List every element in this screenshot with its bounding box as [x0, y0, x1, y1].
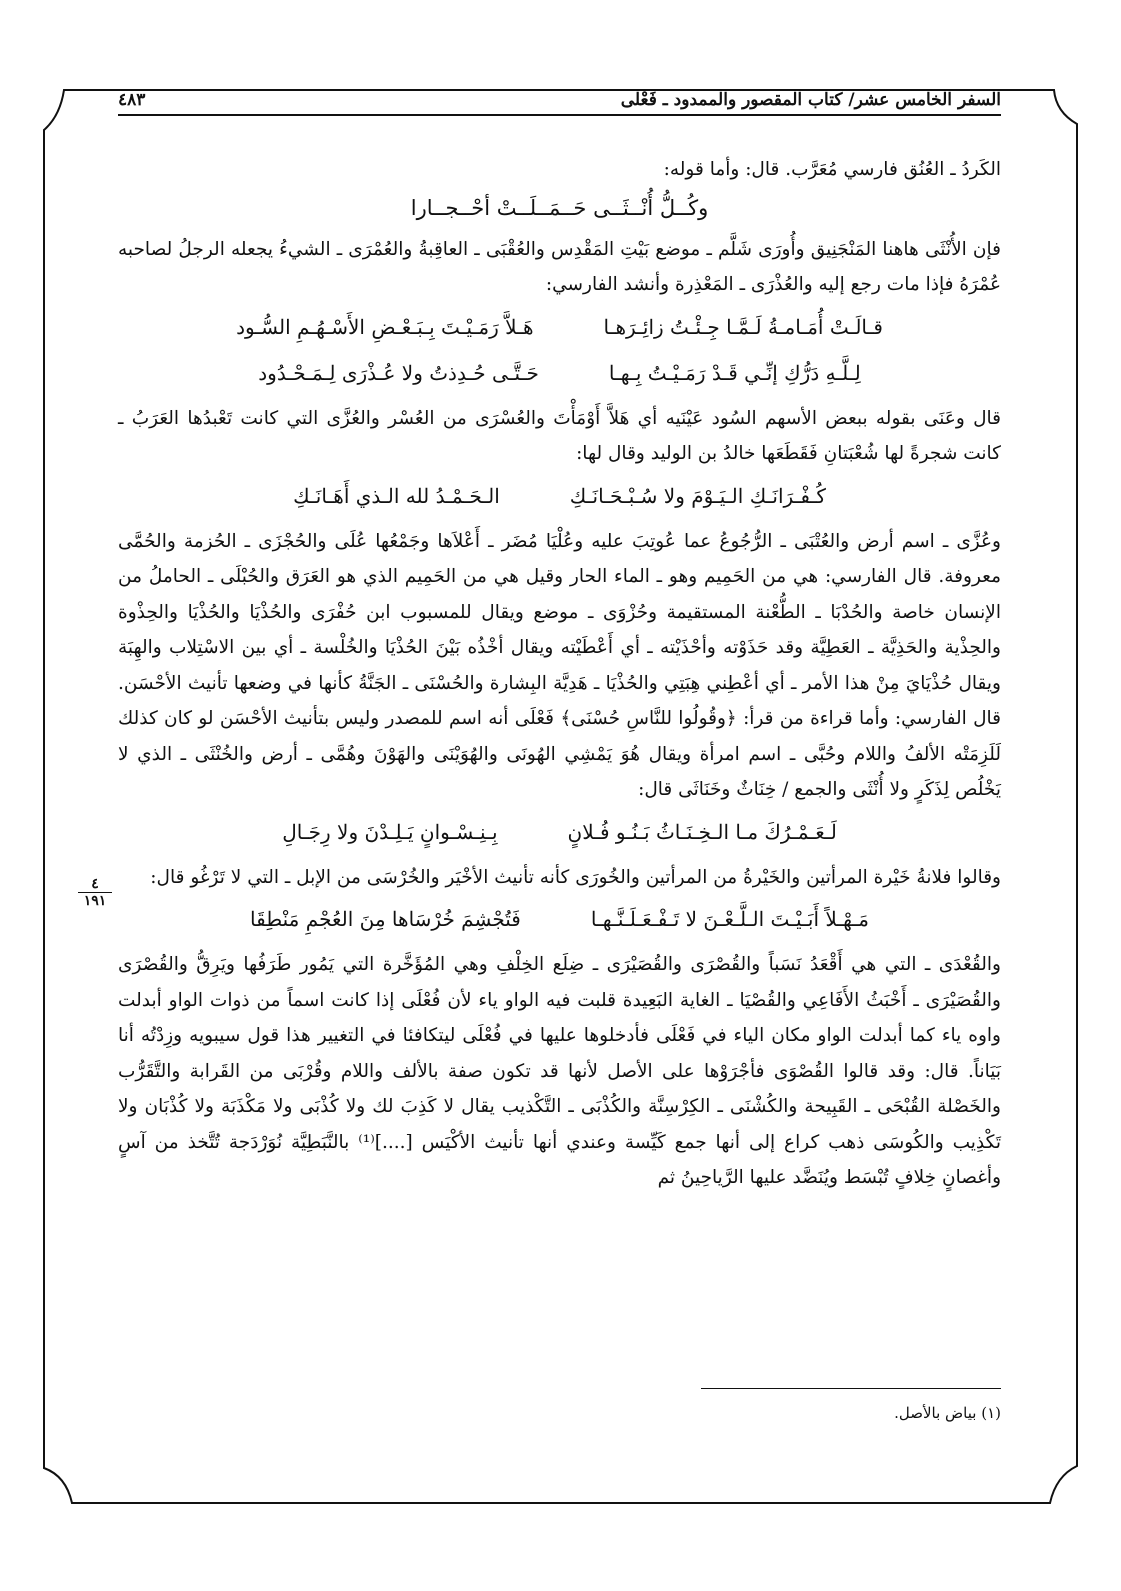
margin-page-reference — [78, 876, 112, 909]
verse-line: وكُــلُّ أُنْــثَــى حَــمَــلَــتْ أحْــجــارا — [410, 195, 709, 220]
paragraph: قال وعَنَى بقوله ببعض الأسهم السُود عَيْنَيه أي هَلاَّ أَوْمَأْتَ والعُسْرَى من العُسْر والعُزَّى التي كانت تَعْبدُها العَرَبُ ـ كانت شجرةً لها شُعْبَتانِ فَقَطَعَها خالدُ بن الوليد وقال لها: — [118, 407, 1001, 464]
margin-ref-bottom: ١٩١ — [83, 893, 107, 909]
footnote-divider — [701, 1388, 1001, 1389]
main-text — [118, 152, 1001, 1202]
couplet-second-hemistich: هَـلاَّ رَمَـيْـتَ بِـبَـعْـضِ الأَسْـهُـمِ السُّـود — [236, 314, 534, 339]
paragraph: الكَردُ ـ العُنُق فارسي مُعَرَّب. قال: وأما قوله: — [663, 159, 1001, 180]
couplet-first-hemistich: لِـلَّـهِ دَرُّكِ إنِّـي قَـدْ رَمَـيْـتُ بِـهـا — [608, 360, 861, 385]
header-title: السفر الخامس عشر/ كتاب المقصور والممدود ـ فَعْلى — [620, 90, 1001, 110]
page-number: ٤٨٣ — [118, 90, 146, 110]
poetry-couplet — [118, 814, 1001, 850]
couplet-second-hemistich: الـحَـمْـدُ لله الـذي أَهَـانَـكِ — [293, 483, 500, 508]
couplet-first-hemistich: قـالَـتْ أُمَـامـةُ لَـمَّـا جِـئْـتُ زائِـرَهـا — [603, 314, 883, 339]
couplet-second-hemistich: بِـنِـسْـوانٍ يَـلِـدْنَ ولا رِجَـالِ — [282, 819, 498, 844]
paragraph: فإن الأُنْثَى هاهنا المَنْجَنِيق وأُورَى شَلَّم ـ موضع بَيْتِ المَقْدِس والعُقْبَى ـ العاقِبةُ والعُمْرَى ـ الشيءُ يجعله الرجلُ لصاحبه عُمْرَهُ فإذا مات رجع إليه والعُذْرَى ـ المَعْذِرة وأنشد الفارسي: — [118, 238, 1001, 295]
couplet-first-hemistich: لَـعَـمْـرُكَ مـا الـخِـنَـاثُ بَـنُـو فُـلانٍ — [567, 819, 837, 844]
poetry-couplet — [118, 309, 1001, 345]
poetry-couplet — [118, 355, 1001, 391]
paragraph: والقُعْدَى ـ التي هي أَقْعَدُ نَسَباً والقُصْرَى والقُصَيْرَى ـ ضِلَع الخِلْفِ وهي المُؤَخَّرة التي يَمُور طَرَفُها ويَرِقُّ والقُصْرَى والقُصَيْرَى ـ أَخْبَثُ الأَفَاعِي والقُصْيَا ـ الغاية البَعِيدة قلبت فيه الواو ياء لأن فُعْلَى إذا كانت اسماً من ذوات الواو أبدلت واوه ياء كما أبدلت الواو مكان الياء في فَعْلَى فأدخلوها عليها في فُعْلَى ليتكافئا في التغيير هذا قول سيبويه وزِدْتُه أنا بَيَاناً. قال: وقد قالوا القُصْوَى فأجْرَوْها على الأصل لأنها قد تكون صفة بالألف واللام وقُرْبَى من القَرابة والتَّقَرُّب والخَصْلة القُبْحَى ـ القَبِيحة والكُشْنَى ـ الكِرْسِنَّة والكُذْبَى ـ التَّكْذيب يقال لا كَذِبَ لك ولا كُذْبَى ولا مَكْذَبَة ولا كُذْبَان ولا تَكْذِيب والكُوسَى ذهب كراع إلى أنها جمع كَيِّسة وعندي أنها تأنيث الأكْيَس [....]⁽¹⁾ بالنَّبَطِيَّة نُوَرْدَجة تُتَّخذ من آسٍ وأغصانٍ خِلافٍ تُبْسَط ويُنَضَّد عليها الرَّياحِينُ ثم — [118, 954, 1001, 1188]
running-header — [118, 86, 1001, 116]
margin-ref-top: ٤ — [78, 876, 112, 893]
couplet-second-hemistich: فَتُجْشِمَ خُرْسَاها مِنَ العُجْمِ مَنْطِقَا — [250, 907, 521, 931]
footnote: (١) بياض بالأصل. — [894, 1404, 1001, 1422]
couplet-first-hemistich: مَـهْـلاً أَبَـيْـتَ الـلَّـعْـنَ لا تَـفْـعَـلَـنَّـهـا — [590, 907, 869, 931]
poetry-couplet — [118, 478, 1001, 514]
couplet-second-hemistich: حَـتَّـى حُـدِذتُ ولا عُـذْرَى لِـمَـحْـدُود — [258, 360, 539, 385]
paragraph: وعُزَّى ـ اسم أرض والعُتْبَى ـ الرُّجُوعُ عما عُوتِبَ عليه وعُلْيَا مُضَر ـ أَعْلاَها وجَمْعُها عُلَى والحُجْزَى ـ الحُزمة والحُمَّى معروفة. قال الفارسي: هي من الحَمِيم وهو ـ الماء الحار وقيل هي من الحَمِيم الذي هو العَرَق والحُبْلَى ـ الحاملُ من الإنسان خاصة والحُدْبَا ـ الطُّعْنة المستقيمة وحُزْوَى ـ موضع ويقال للمسبوب ابن حُفْرَى والحُذْيَا والحُذْيَا والحِذْوة والحِذْية والحَذِيَّة ـ العَطِيَّة وقد حَذَوْته وأحْذَيْته ـ أي أَعْطَيْته ويقال أخْذُه بَيْنَ الحُذْيَا والخُلْسة ـ أي بين الاسْتِلاب والهِبَة ويقال حُذْيَايَ مِنْ هذا الأمر ـ أي أعْطِني هِبَتِي والحُذْيَا ـ هَدِيَّة البِشارة والحُسْنَى ـ الجَنَّةُ كأنها في وضعها تأنيث الأحْسَن. قال الفارسي: وأما قراءة من قرأ: ﴿وقُولُوا للنَّاسِ حُسْنَى﴾ فَعْلَى أنه اسم للمصدر وليس بتأنيث الأحْسَن لو كان كذلك لَلَزِمَتْه الألفُ واللام وحُبَّى ـ اسم امرأة ويقال هُوَ يَمْشِي الهُونَى والهُوَيْنَى والهَوْنَ وهُمَّى ـ أرض والخُنْثَى ـ الذي لا يَخْلُص لِذَكَرٍ ولا أُنْثَى والجمع / خِنَاثٌ وخَنَاثَى قال: — [118, 530, 1001, 800]
page-content — [118, 86, 1001, 1506]
couplet-first-hemistich: كُـفْـرَانَـكِ الـيَـوْمَ ولا سُـبْـحَـانَـكِ — [569, 483, 826, 508]
paragraph: وقالوا فلانةُ خَيْرة المرأتين والخَيْرةُ من المرأتين والخُورَى كأنه تأنيث الأخْيَر والخُرْسَى من الإبل ـ التي لا تَرْغُو قال: — [150, 866, 1001, 888]
poetry-couplet — [118, 901, 1001, 937]
